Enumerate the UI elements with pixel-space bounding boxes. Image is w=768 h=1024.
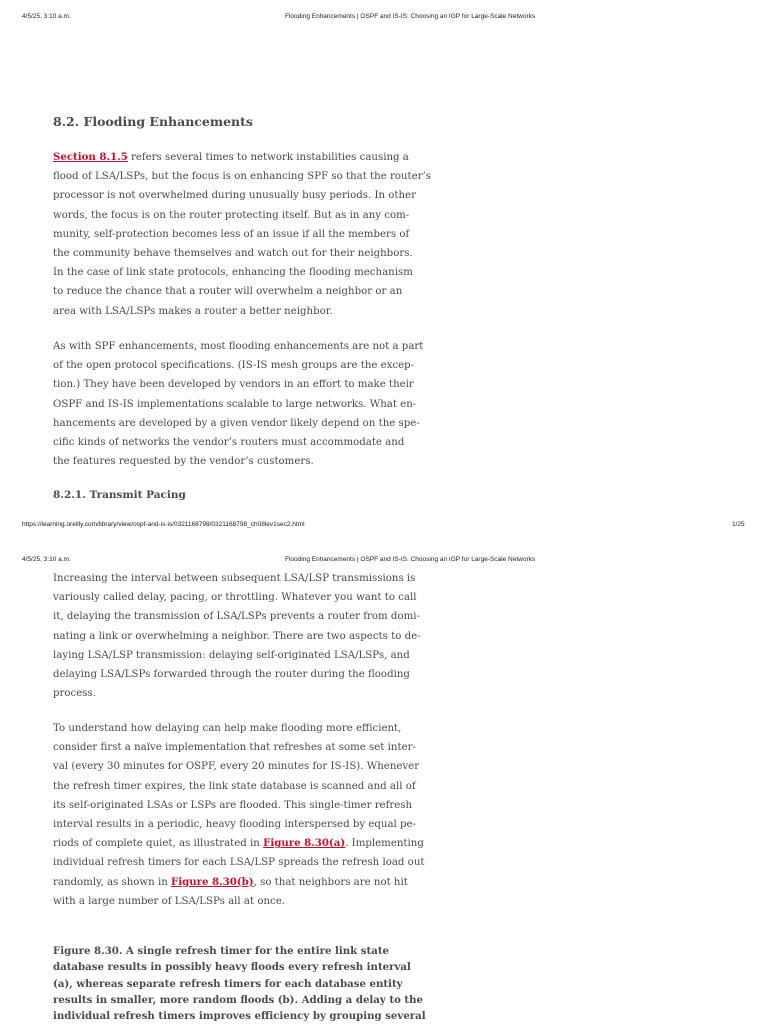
figure-caption (53, 943, 427, 1024)
paragraph-3 (53, 569, 427, 703)
caption-line: database results in possibly heavy floods every refresh interval (53, 961, 411, 974)
figure-8-30a-link[interactable]: Figure 8.30(a) (263, 837, 346, 850)
paragraph-1 (53, 148, 431, 321)
text-line: refers several times to network instabilities causing a (127, 152, 409, 163)
text-line: variously called delay, pacing, or throttling. Whatever you want to call (53, 592, 417, 604)
text-line: individual refresh timers for each LSA/LSP spreads the refresh load out (53, 857, 425, 869)
text-line: of the open protocol specifications. (IS-IS mesh groups are the excep- (53, 360, 415, 372)
text-line: processor is not overwhelmed during unusually busy periods. In other (53, 190, 416, 202)
text-line: delaying LSA/LSPs forwarded through the router during the flooding (53, 669, 410, 681)
text-line: interval results in a periodic, heavy flooding interspersed by equal pe- (53, 819, 417, 831)
text-line: the refresh timer expires, the link state database is scanned and all of (53, 780, 416, 792)
text-line: val (every 30 minutes for OSPF, every 20 minutes for IS-IS). Whenever (53, 761, 420, 773)
text-line (53, 873, 427, 892)
text-line: flood of LSA/LSPs, but the focus is on enhancing SPF so that the router’s (53, 171, 431, 183)
print-footer-url: https://learning.oreilly.com/library/view/ospf-and-is-is/0321168798/0321168798_ch08lev1sec2.html (22, 521, 305, 528)
text-line: OSPF and IS-IS implementations scalable to large networks. What en- (53, 398, 417, 410)
caption-line: Figure 8.30. A single refresh timer for the entire link state (53, 945, 390, 957)
text-line: cific kinds of networks the vendor’s routers must accommodate and (53, 437, 405, 449)
text-line: its self-originated LSAs or LSPs are flooded. This single-timer refresh (53, 799, 413, 811)
text-fragment: , so that neighbors are not hit (253, 876, 408, 888)
text-line: hancements are developed by a given vendor likely depend on the spe- (53, 417, 420, 429)
text-line: Increasing the interval between subsequent LSA/LSP transmissions is (53, 573, 416, 584)
caption-line: individual refresh timers improves efficiency by grouping several (53, 1010, 426, 1023)
text-line: In the case of link state protocols, enhancing the flooding mechanism (53, 267, 413, 279)
text-line: tion.) They have been developed by vendors in an effort to make their (53, 379, 414, 391)
text-fragment: randomly, as shown in (53, 876, 171, 888)
print-header-datetime: 4/5/25, 3:10 a.m. (22, 556, 71, 563)
caption-line: results in smaller, more random floods (b). Adding a delay to the (53, 993, 424, 1006)
text-line: the community behave themselves and watch out for their neighbors. (53, 248, 413, 260)
text-line: with a large number of LSA/LSPs all at once. (53, 895, 285, 907)
section-8-1-5-link[interactable]: Section 8.1.5 (53, 151, 128, 163)
text-line: laying LSA/LSP transmission: delaying self-originated LSA/LSPs, and (53, 649, 410, 661)
text-line: To understand how delaying can help make flooding more efficient, (53, 723, 402, 734)
text-line: words, the focus is on the router protecting itself. But as in any com- (53, 209, 410, 221)
figure-8-30b-link[interactable]: Figure 8.30(b) (171, 875, 254, 888)
text-line: consider first a naïve implementation that refreshes at some set inter- (53, 742, 416, 754)
subsection-heading: 8.2.1. Transmit Pacing (53, 489, 186, 501)
print-header-title: Flooding Enhancements | OSPF and IS-IS: Choosing an IGP for Large-Scale Networks (285, 556, 536, 563)
text-line: As with SPF enhancements, most flooding enhancements are not a part (53, 341, 424, 352)
print-header-datetime: 4/5/25, 3:10 a.m. (22, 13, 71, 20)
text-fragment: riods of complete quiet, as illustrated in (53, 838, 264, 850)
text-line: process. (53, 688, 96, 700)
text-line: it, delaying the transmission of LSA/LSPs prevents a router from domi- (53, 611, 420, 623)
text-line: munity, self-protection becomes less of an issue if all the members of (53, 228, 410, 240)
section-heading: 8.2. Flooding Enhancements (53, 114, 253, 129)
print-footer-page-number: 1/25 (732, 521, 745, 528)
text-fragment: . Implementing (345, 838, 424, 850)
print-page-2 (0, 543, 768, 1024)
paragraph-4 (53, 719, 427, 911)
caption-line: (a), whereas separate refresh timers for each database entity (53, 977, 403, 990)
text-line (53, 834, 427, 853)
text-line: nating a link or overwhelming a neighbor. There are two aspects to de- (53, 630, 421, 642)
print-header-title: Flooding Enhancements | OSPF and IS-IS: Choosing an IGP for Large-Scale Networks (285, 13, 536, 20)
text-line: area with LSA/LSPs makes a router a better neighbor. (53, 305, 333, 317)
text-line: to reduce the chance that a router will overwhelm a neighbor or an (53, 286, 403, 298)
paragraph-2 (53, 337, 427, 471)
text-line: the features requested by the vendor’s customers. (53, 456, 314, 468)
